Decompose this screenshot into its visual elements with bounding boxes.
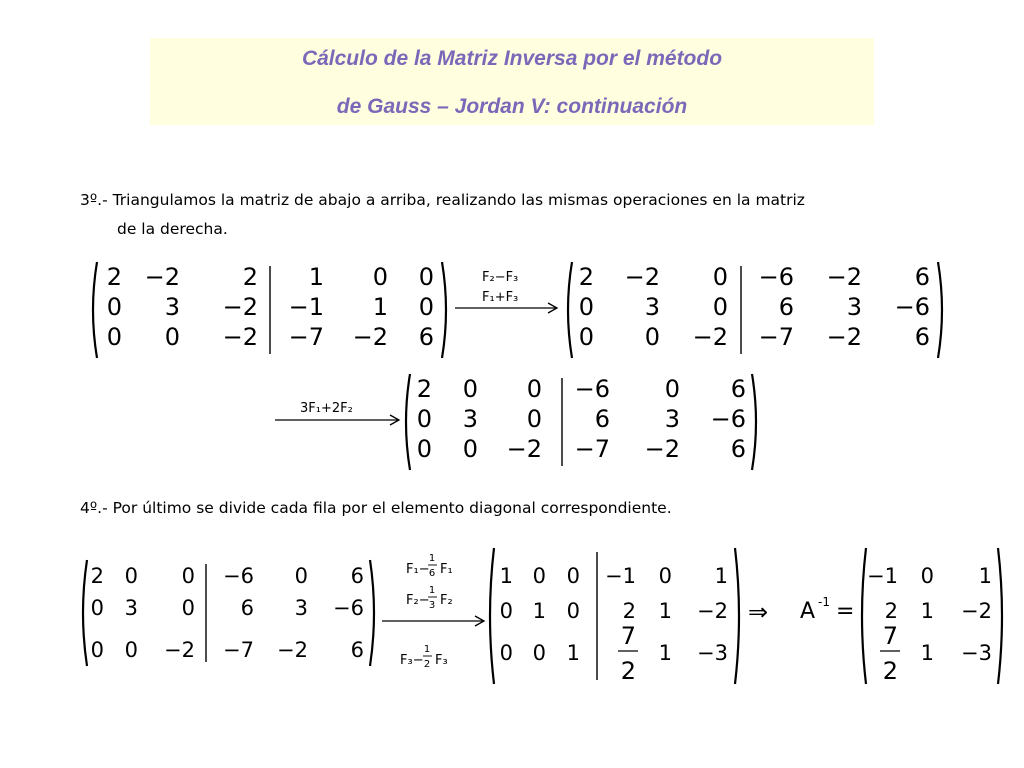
matrix-m6-cell-1-2: −2 xyxy=(961,599,992,623)
matrix-m1-cell-1-1: 3 xyxy=(164,293,180,321)
step4-text: 4º.- Por último se divide cada fila por el elemento diagonal correspondiente. xyxy=(80,499,672,517)
matrix-m3-cell-2-2: −2 xyxy=(506,435,542,463)
matrix-m2-cell-2-3: −7 xyxy=(758,323,794,351)
result-equals: = xyxy=(836,599,855,624)
op-label-1a: F₂−F₃ xyxy=(482,270,519,285)
op-label-3a-den: 6 xyxy=(428,568,436,579)
matrices-group xyxy=(83,262,1002,685)
op-label-3b-rhs: F₂ xyxy=(440,593,453,608)
result-label: A xyxy=(800,599,816,624)
matrix-m1-cell-0-0: 2 xyxy=(106,263,122,291)
matrix-m1-cell-0-1: −2 xyxy=(144,263,180,291)
matrix-m2-cell-1-2: 0 xyxy=(712,293,728,321)
op-label-3b-lhs: F₂− xyxy=(406,593,430,608)
matrix-m6-cell-2-0-num: 7 xyxy=(882,622,898,650)
matrix-m4-cell-0-4: 0 xyxy=(294,564,308,588)
matrix-m1-cell-1-0: 0 xyxy=(106,293,122,321)
matrix-m2-cell-0-5: 6 xyxy=(914,263,930,291)
matrix-m4-cell-0-1: 0 xyxy=(124,564,138,588)
matrix-m2-cell-2-0: 0 xyxy=(578,323,594,351)
matrix-m2-left-paren xyxy=(568,262,572,358)
matrix-m4-cell-0-3: −6 xyxy=(223,564,254,588)
matrix-m6-cell-0-0: −1 xyxy=(867,564,898,588)
matrix-m5-cell-0-0: 1 xyxy=(499,564,513,588)
matrix-m5-cell-2-0: 0 xyxy=(499,641,513,665)
matrix-m1-cell-1-5: 0 xyxy=(418,293,434,321)
op-label-3c-lhs: F₃− xyxy=(400,653,424,668)
matrix-m6-cell-2-1: 1 xyxy=(920,641,934,665)
matrix-m3-cell-2-3: −7 xyxy=(574,435,610,463)
arrow-op3 xyxy=(382,553,484,670)
matrix-m5-left-paren xyxy=(490,548,494,684)
matrix-m6-cell-0-2: 1 xyxy=(978,564,992,588)
matrix-m5-cell-0-5: 1 xyxy=(714,564,728,588)
matrix-m3-cell-0-0: 2 xyxy=(416,375,432,403)
matrix-m3-cell-2-1: 0 xyxy=(462,435,478,463)
matrix-m1-cell-0-5: 0 xyxy=(418,263,434,291)
matrix-m6-cell-1-1: 1 xyxy=(920,599,934,623)
matrix-m6-cell-1-0: 2 xyxy=(884,599,898,623)
matrix-m1-left-paren xyxy=(93,262,97,358)
matrix-m5-cell-2-5: −3 xyxy=(697,641,728,665)
op-label-3a-num: 1 xyxy=(428,553,436,564)
matrix-m1-cell-2-1: 0 xyxy=(164,323,180,351)
matrix-m3-cell-0-4: 0 xyxy=(664,375,680,403)
matrix-m2-right-paren xyxy=(938,262,942,358)
matrix-m2-cell-0-4: −2 xyxy=(826,263,862,291)
arrow-op1 xyxy=(455,270,557,313)
matrix-m3-cell-2-5: 6 xyxy=(730,435,746,463)
matrix-m4-cell-1-0: 0 xyxy=(90,596,104,620)
matrix-m4-cell-0-0: 2 xyxy=(90,564,104,588)
op-label-3c-den: 2 xyxy=(423,659,431,670)
step3-text-line-1: 3º.- Triangulamos la matriz de abajo a arriba, realizando las mismas operaciones en la matriz xyxy=(80,191,805,209)
op-label-1b: F₁+F₃ xyxy=(482,290,519,305)
matrix-m2-cell-2-1: 0 xyxy=(644,323,660,351)
matrix-m6-right-paren xyxy=(998,548,1002,684)
matrix-m1-cell-1-2: −2 xyxy=(222,293,258,321)
matrix-m5-cell-2-2: 1 xyxy=(566,641,580,665)
matrix-m2-cell-0-0: 2 xyxy=(578,263,594,291)
title-line-1: Cálculo de la Matriz Inversa por el método xyxy=(301,47,723,70)
matrix-m4-cell-2-5: 6 xyxy=(350,638,364,662)
matrix-m2-cell-0-2: 0 xyxy=(712,263,728,291)
matrix-m5-cell-1-2: 0 xyxy=(566,599,580,623)
matrix-m4-cell-2-0: 0 xyxy=(90,638,104,662)
op-label-3b-num: 1 xyxy=(428,585,436,596)
matrix-m5-cell-1-1: 1 xyxy=(532,599,546,623)
matrix-m3-cell-1-3: 6 xyxy=(594,405,610,433)
matrix-m4-cell-2-3: −7 xyxy=(223,638,254,662)
matrix-m1-cell-2-4: −2 xyxy=(352,323,388,351)
step3-text-line-2: de la derecha. xyxy=(117,220,228,238)
matrix-m3-cell-0-3: −6 xyxy=(574,375,610,403)
matrix-m1-cell-1-3: −1 xyxy=(288,293,324,321)
matrix-m3-cell-1-2: 0 xyxy=(526,405,542,433)
op-label-3c-num: 1 xyxy=(423,644,431,655)
matrix-m3-left-paren xyxy=(406,374,410,470)
matrix-m1-right-paren xyxy=(442,262,446,358)
matrix-m1-cell-0-3: 1 xyxy=(308,263,324,291)
matrix-m6-cell-2-0-den: 2 xyxy=(882,657,898,685)
matrix-m1-cell-0-4: 0 xyxy=(372,263,388,291)
matrix-m5-cell-0-4: 0 xyxy=(658,564,672,588)
matrix-m5-cell-0-1: 0 xyxy=(532,564,546,588)
matrix-m1-cell-2-0: 0 xyxy=(106,323,122,351)
op-label-3a-lhs: F₁− xyxy=(406,562,430,577)
op-label-3a-rhs: F₁ xyxy=(440,562,453,577)
matrix-m2-cell-1-4: 3 xyxy=(846,293,862,321)
matrix-m5-cell-1-0: 0 xyxy=(499,599,513,623)
matrix-m5-cell-2-3-den: 2 xyxy=(620,657,636,685)
matrix-m6-left-paren xyxy=(862,548,866,684)
matrix-m4-right-paren xyxy=(370,560,374,666)
op-label-3b-den: 3 xyxy=(428,600,436,611)
matrix-m2-cell-1-0: 0 xyxy=(578,293,594,321)
title-line-2: de Gauss – Jordan V: continuación xyxy=(336,95,688,118)
matrix-m3-cell-2-0: 0 xyxy=(416,435,432,463)
matrix-m4-cell-1-2: 0 xyxy=(181,596,195,620)
matrix-m4-cell-1-3: 6 xyxy=(240,596,254,620)
matrix-m3-cell-1-5: −6 xyxy=(710,405,746,433)
matrix-m5-cell-1-5: −2 xyxy=(697,599,728,623)
matrix-m6-cell-0-1: 0 xyxy=(920,564,934,588)
matrix-m5-cell-0-2: 0 xyxy=(566,564,580,588)
matrix-m3-cell-0-1: 0 xyxy=(462,375,478,403)
matrix-m2-cell-1-5: −6 xyxy=(894,293,930,321)
matrix-m5-cell-1-4: 1 xyxy=(658,599,672,623)
matrix-m4-cell-0-5: 6 xyxy=(350,564,364,588)
matrix-m4-cell-2-2: −2 xyxy=(164,638,195,662)
matrix-m1-cell-1-4: 1 xyxy=(372,293,388,321)
matrix-m3-cell-0-5: 6 xyxy=(730,375,746,403)
matrix-m5-cell-1-3: 2 xyxy=(622,599,636,623)
matrix-m2-cell-0-3: −6 xyxy=(758,263,794,291)
matrix-m2-cell-2-2: −2 xyxy=(692,323,728,351)
matrix-m5-cell-2-4: 1 xyxy=(658,641,672,665)
matrix-m1-cell-0-2: 2 xyxy=(242,263,258,291)
matrix-m2-cell-1-1: 3 xyxy=(644,293,660,321)
matrix-m2-cell-1-3: 6 xyxy=(778,293,794,321)
matrix-m3-cell-0-2: 0 xyxy=(526,375,542,403)
matrix-m5-right-paren xyxy=(735,548,739,684)
matrix-m1-cell-2-2: −2 xyxy=(222,323,258,351)
result-exponent: -1 xyxy=(818,595,830,609)
matrix-m4-left-paren xyxy=(83,560,87,666)
matrix-m3-cell-1-1: 3 xyxy=(462,405,478,433)
op-label-3c-rhs: F₃ xyxy=(435,653,448,668)
matrix-m1-cell-2-5: 6 xyxy=(418,323,434,351)
implies-symbol: ⇒ xyxy=(748,598,769,626)
matrix-m4-cell-2-1: 0 xyxy=(124,638,138,662)
op-label-2: 3F₁+2F₂ xyxy=(300,401,353,416)
matrix-m4-cell-1-4: 3 xyxy=(294,596,308,620)
matrix-m2-cell-2-4: −2 xyxy=(826,323,862,351)
matrix-m3-cell-1-4: 3 xyxy=(664,405,680,433)
matrix-m3-cell-1-0: 0 xyxy=(416,405,432,433)
matrix-m6-cell-2-2: −3 xyxy=(961,641,992,665)
matrix-m1-cell-2-3: −7 xyxy=(288,323,324,351)
matrix-m5-cell-2-1: 0 xyxy=(532,641,546,665)
matrix-m3-right-paren xyxy=(752,374,756,470)
arrow-op2 xyxy=(275,401,399,425)
matrix-m2-cell-0-1: −2 xyxy=(624,263,660,291)
matrix-m4-cell-2-4: −2 xyxy=(277,638,308,662)
matrix-m5-cell-2-3-num: 7 xyxy=(620,622,636,650)
matrix-m4-cell-1-5: −6 xyxy=(333,596,364,620)
matrix-m4-cell-1-1: 3 xyxy=(124,596,138,620)
matrix-m3-cell-2-4: −2 xyxy=(644,435,680,463)
matrix-m2-cell-2-5: 6 xyxy=(914,323,930,351)
matrix-m4-cell-0-2: 0 xyxy=(181,564,195,588)
matrix-m5-cell-0-3: −1 xyxy=(605,564,636,588)
